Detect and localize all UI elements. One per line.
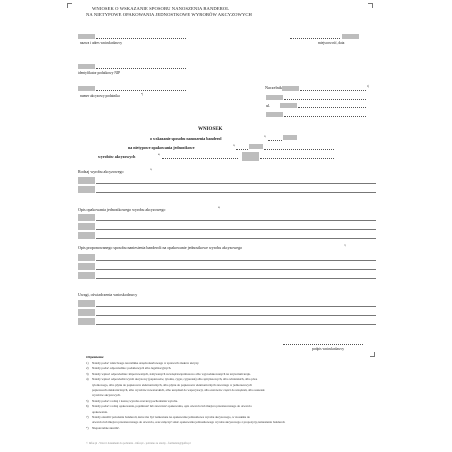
request-line1: o wskazanie sposobu nanoszenia banderol bbox=[150, 136, 222, 141]
footnote-text: Należy podać odpowiednio: podatkowych albo legalizacyjnych. bbox=[92, 366, 172, 371]
footnote-text: otwarcia lub miejsca przeznaczonego do otwarcia, oraz załączyć szkic opakowania jednostkowego wyrobu akcyzowego z propozycją naniesienia banderoli. bbox=[92, 420, 286, 425]
request-heading: WNIOSEK bbox=[198, 127, 223, 132]
product-type-line-2 bbox=[96, 192, 376, 193]
footnote-text: Należy określić położenie banderoli, które ma być naniesione na opakowanie jednostkowe wyrobu akcyzowego, w stosunku do bbox=[92, 415, 250, 419]
footnote-text: wyrobów akcyzowych. bbox=[92, 393, 121, 398]
footnote-text: papierosach elektronicznych, albo wyrobów nowatorskich, albo urządzeń do waporyzacji, albo zestawów części do urządzeń, albo saszetek bbox=[92, 388, 265, 392]
excise-number-field[interactable] bbox=[78, 86, 95, 91]
request-line3-ref: 4) bbox=[158, 153, 161, 156]
street-label: ul. bbox=[266, 103, 271, 108]
footnotes-heading: Objaśnienia: bbox=[86, 355, 105, 359]
method-desc-field-1[interactable] bbox=[78, 254, 95, 261]
request-line3: wyrobów akcyzowych bbox=[98, 154, 136, 159]
remarks-line-1 bbox=[96, 306, 376, 307]
signature-line bbox=[283, 344, 363, 345]
naczelnik-line bbox=[300, 90, 366, 91]
street-line bbox=[298, 107, 366, 108]
request-line2: na nietypowe opakowania jednostkowe bbox=[128, 145, 195, 150]
product-type-line-1 bbox=[96, 183, 376, 184]
footnote-text: Należy wpisać odpowiedni wyrób akcyzowy (papierosów, tytoniu, cygar, cygaretek) albo spirytusowych, albo winiarskich, albo piwa bbox=[92, 377, 258, 382]
place-date-label: miejscowość, data bbox=[318, 41, 345, 45]
footnote-text: Należy wpisać odpowiednio: importowanych, nabywanych wewnątrzwspólnotowo albo wyprodukowanych na terytorium kraju. bbox=[92, 371, 251, 376]
request-line2-ref: 3) bbox=[233, 144, 236, 147]
packaging-desc-label: Opis opakowania jednostkowego wyrobu akcyzowego bbox=[78, 207, 166, 212]
packaging-desc-field-3[interactable] bbox=[78, 232, 95, 239]
header-title-line1: WNIOSEK O WSKAZANIE SPOSOBU NANOSZENIA BANDEROL bbox=[92, 6, 230, 11]
footnote-number: 1) bbox=[86, 361, 89, 365]
footnote-text: Niepotrzebne skreślić. bbox=[92, 425, 120, 430]
request-line2-field[interactable] bbox=[249, 144, 263, 149]
footnote-number: 7) bbox=[86, 415, 89, 419]
footnote-number: 5) bbox=[86, 398, 89, 403]
street-field[interactable] bbox=[280, 103, 297, 108]
packaging-desc-field-1[interactable] bbox=[78, 214, 95, 221]
nip-label: identyfikator podatkowy NIP bbox=[78, 71, 121, 75]
product-type-field-1[interactable] bbox=[78, 177, 95, 184]
office-name-line bbox=[284, 99, 366, 100]
naczelnik-label: Naczelnik bbox=[265, 85, 282, 90]
footnote-text: Należy podać: rodzaj i nazwę wyrobu oraz kraj pochodzenia wyrobu. bbox=[92, 398, 178, 403]
footnote-number: 4) bbox=[86, 377, 89, 382]
signature-label: podpis wnioskodawcy bbox=[312, 347, 345, 351]
request-line1-dots bbox=[268, 140, 282, 141]
packaging-desc-line-3 bbox=[96, 238, 376, 239]
remarks-line-2 bbox=[96, 315, 376, 316]
packaging-desc-line-2 bbox=[96, 229, 376, 230]
nip-field[interactable] bbox=[78, 64, 95, 69]
remarks-field-1[interactable] bbox=[78, 300, 95, 307]
method-desc-label: Opis proponowanego sposobu naniesienia banderoli na opakowanie jednostkowe wyrobu akcyzowego bbox=[78, 245, 243, 250]
method-desc-field-3[interactable] bbox=[78, 272, 95, 279]
footer-source: © Infor.pl - Wzór i dokument do pobrania - infor.pl - pobrano ze strony - formularz@gofin.pl bbox=[86, 442, 191, 445]
naczelnik-footnote-ref: 1) bbox=[367, 85, 370, 88]
remarks-line-3 bbox=[96, 324, 376, 325]
packaging-desc-field-2[interactable] bbox=[78, 223, 95, 230]
method-desc-field-2[interactable] bbox=[78, 263, 95, 270]
product-type-ref: 5) bbox=[150, 168, 153, 171]
naczelnik-field[interactable] bbox=[282, 86, 299, 91]
request-line3-dots bbox=[162, 158, 238, 159]
header-title-line2: NA NIETYPOWE OPAKOWANIA JEDNOSTKOWE WYROBÓW AKCYZOWYCH bbox=[86, 12, 252, 17]
footnote-number: 3) bbox=[86, 371, 89, 376]
postal-code-field[interactable] bbox=[266, 112, 283, 117]
footnote-number: *) bbox=[86, 425, 89, 430]
corner-mark-top-left bbox=[67, 3, 72, 8]
corner-mark-top-right bbox=[368, 3, 373, 8]
request-line3-dots-right bbox=[260, 158, 334, 159]
footnote-text: opakowania. bbox=[92, 409, 108, 414]
place-date-field[interactable] bbox=[342, 34, 359, 39]
method-desc-line-3 bbox=[96, 278, 376, 279]
packaging-desc-ref: 6) bbox=[218, 206, 221, 209]
method-desc-ref: 7) bbox=[344, 244, 347, 247]
excise-number-label: numer akcyzowy podatnika bbox=[80, 94, 120, 98]
method-desc-line-2 bbox=[96, 269, 376, 270]
remarks-field-3[interactable] bbox=[78, 318, 95, 325]
method-desc-line-1 bbox=[96, 260, 376, 261]
product-type-label: Rodzaj wyrobu akcyzowego bbox=[78, 169, 124, 174]
footnote-text: tytoniowego, albo płynu do papierosów elektronicznych, albo płynu do papierosów elektronicznych zawartego w jednorazowych bbox=[92, 382, 252, 387]
excise-number-line bbox=[96, 90, 186, 91]
request-line3-field[interactable] bbox=[242, 156, 259, 161]
name-address-line bbox=[96, 38, 186, 39]
request-line2-dots bbox=[236, 149, 248, 150]
footnote-number: 6) bbox=[86, 404, 89, 409]
nip-line bbox=[96, 68, 186, 69]
product-type-field-2[interactable] bbox=[78, 186, 95, 193]
request-line1-field[interactable] bbox=[283, 135, 297, 140]
request-line2-dots-right bbox=[264, 149, 334, 150]
place-date-line-left bbox=[290, 38, 340, 39]
corner-mark-bottom-right bbox=[370, 352, 375, 357]
office-name-field[interactable] bbox=[266, 95, 283, 100]
remarks-label: Uwagi, oświadczenia wnioskodawcy bbox=[78, 292, 138, 297]
footnote-text: Należy podać właściwego naczelnika urzędu skarbowego w sprawach znaków akcyzy. bbox=[92, 361, 200, 365]
footnote-number: 2) bbox=[86, 366, 89, 371]
postal-code-line bbox=[284, 116, 366, 117]
footnote-text: Należy podać: rodzaj opakowania, pojemność lub zawartość opakowania, opis otwarcia lub miejsca przeznaczonego do otwarcia bbox=[92, 404, 252, 409]
remarks-field-2[interactable] bbox=[78, 309, 95, 316]
excise-number-footnote-ref: *) bbox=[141, 93, 144, 96]
packaging-desc-line-1 bbox=[96, 220, 376, 221]
name-address-field[interactable] bbox=[78, 34, 95, 39]
request-line1-ref: 2) bbox=[264, 135, 267, 138]
name-address-label: nazwa i adres wnioskodawcy bbox=[80, 41, 123, 45]
